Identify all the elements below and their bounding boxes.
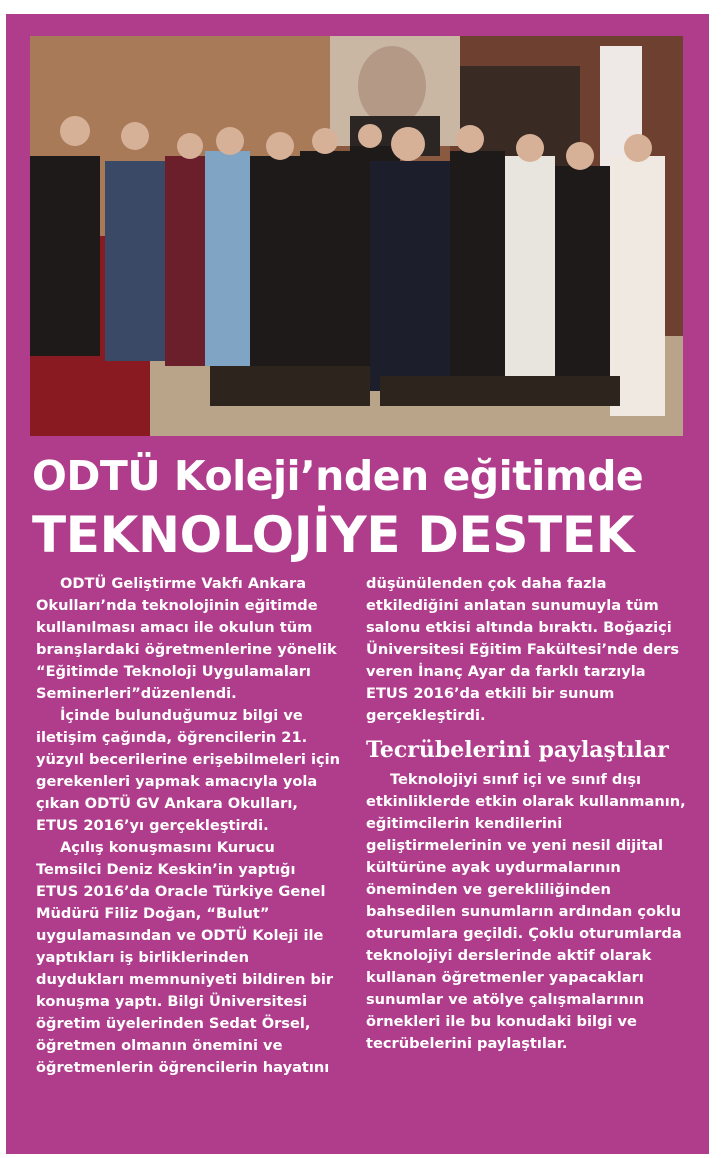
paragraph-continuation: düşünülenden çok daha fazla etkilediğini anlatan sunumuyla tüm salonu etkisi altında bıraktı. Boğaziçi Üniversitesi Eğitim Fakültesi’nde ders veren İnanç Ayar da farklı tarzıyla ETUS 2016’da etkili bir sunum gerçekleştirdi.: [366, 575, 680, 724]
left-column: [36, 573, 341, 1079]
article-clipping: [6, 14, 709, 1154]
paragraph: ODTÜ Geliştirme Vakfı Ankara Okulları’nda teknolojinin eğitimde kullanılması amacı ile okulun tüm branşlardaki öğretmenlerine yönelik “Eğitimde Teknoloji Uygulamaları Seminerleri”düzenlendi.: [36, 575, 337, 702]
subheading: Tecrübelerini paylaştılar: [366, 737, 669, 763]
paragraph: Açılış konuşmasını Kurucu Temsilci Deniz Keskin’in yaptığı ETUS 2016’da Oracle Türkiye Genel Müdürü Filiz Doğan, “Bulut” uygulamasından ve ODTÜ Koleji ile yaptıkları iş birliklerinden duydukları memnuniyeti bildiren bir konuşma yaptı. Bilgi Üniversitesi öğretim üyelerinden Sedat Örsel, öğretmen olmanın önemini ve öğretmenlerin öğrencilerin hayatını: [36, 839, 334, 1076]
headline-line-1: ODTÜ Koleji’nden eğitimde: [32, 452, 644, 500]
group-photo-image: [30, 36, 683, 436]
right-column: [366, 573, 686, 1055]
headline-line-2: TEKNOLOJİYE DESTEK: [32, 506, 635, 564]
group-photo: [30, 36, 683, 436]
paragraph: Teknolojiyi sınıf içi ve sınıf dışı etkinliklerde etkin olarak kullanmanın, eğitimcilerin kendilerini geliştirmelerinin ve yeni nesil dijital kültürüne ayak uydurmalarının öneminden ve gerekliliğinden bahsedilen sunumların ardından çoklu oturumlara geçildi. Çoklu oturumlarda teknolojiyi derslerinde aktif olarak kullanan öğretmenler yapacakları sunumlar ve atölye çalışmalarının örnekleri ile bu konudaki bilgi ve tecrübelerini paylaştılar.: [366, 771, 686, 1052]
headline: [32, 447, 692, 565]
paragraph: İçinde bulunduğumuz bilgi ve iletişim çağında, öğrencilerin 21. yüzyıl becerilerine erişebilmeleri için gerekenleri yapmak amacıyla yola çıkan ODTÜ GV Ankara Okulları, ETUS 2016’yı gerçekleştirdi.: [36, 707, 341, 834]
